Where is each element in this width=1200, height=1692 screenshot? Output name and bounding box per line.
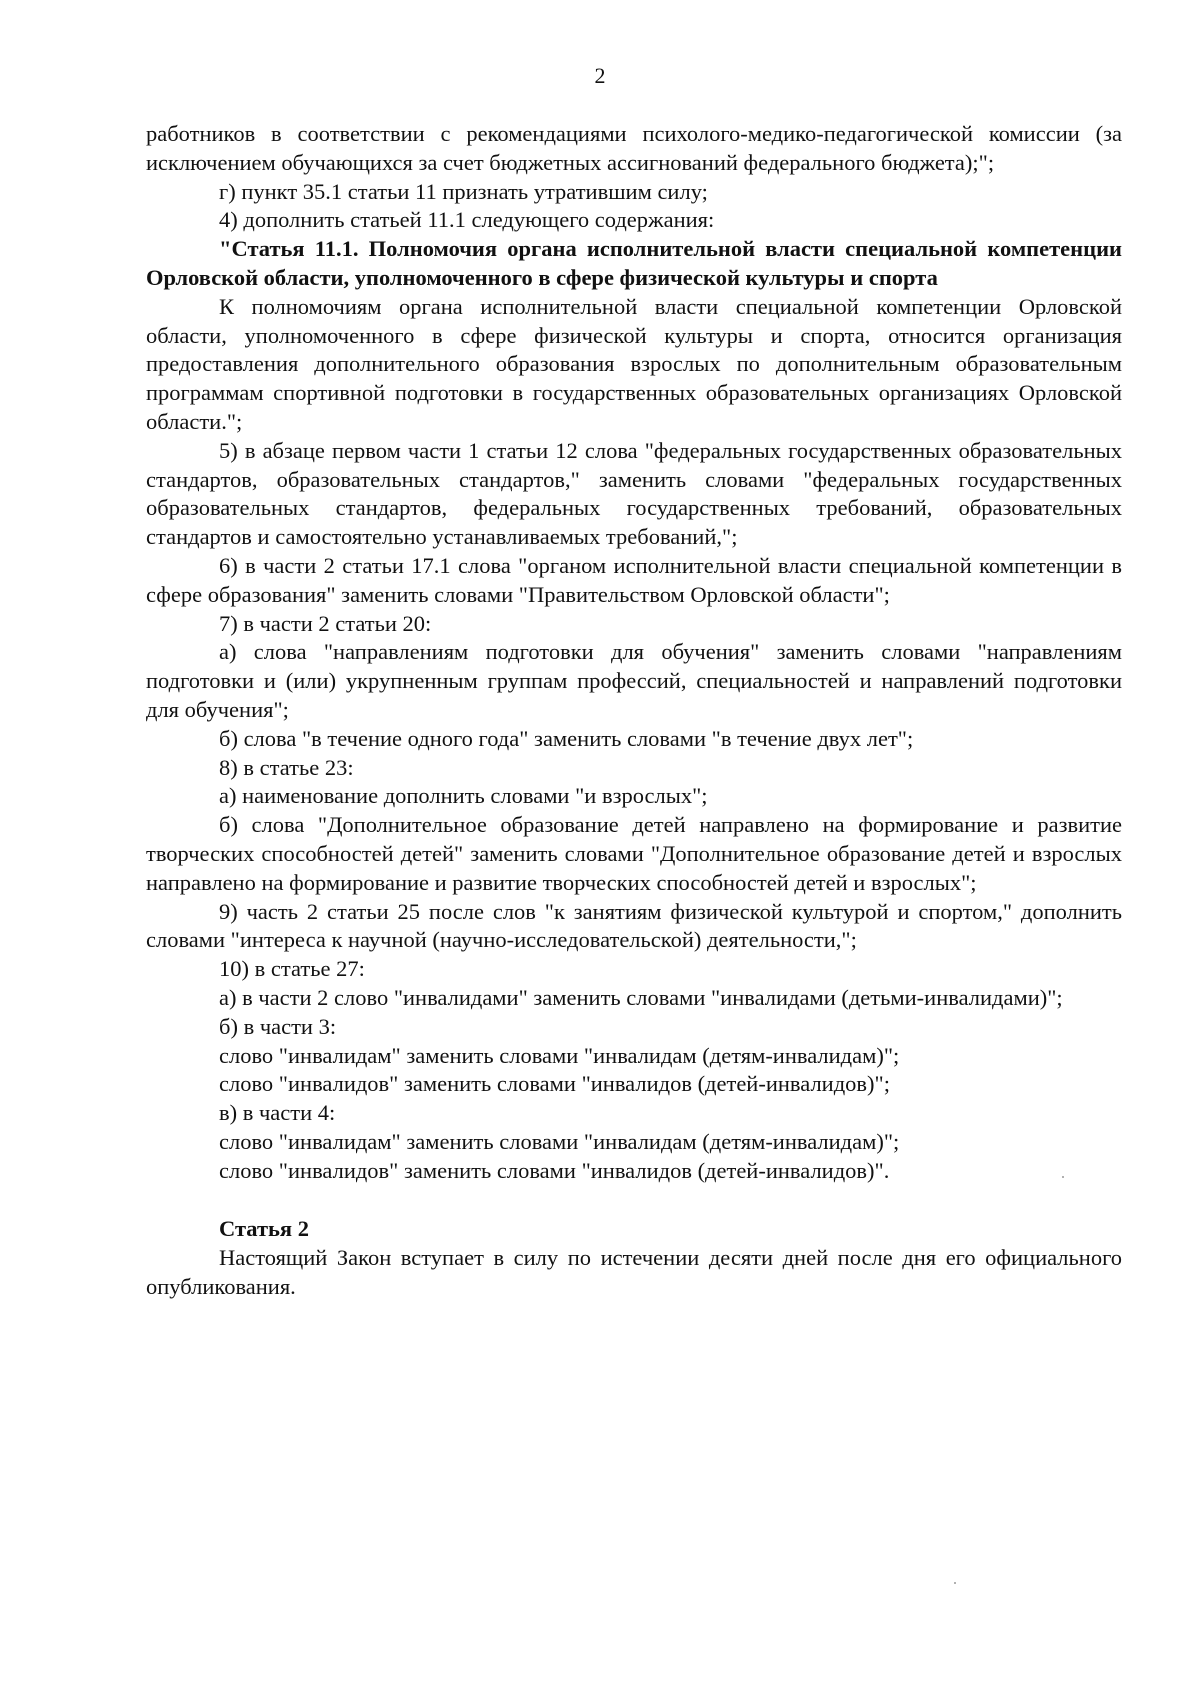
paragraph: 4) дополнить статьей 11.1 следующего содержания: [219, 207, 715, 233]
paragraph: работников в соответствии с рекомендациями психолого-медико-педагогической комиссии (за исключением обучающихся за счет бюджетных ассигнований федерального бюджета);"; [146, 121, 1122, 175]
paragraph: 7) в части 2 статьи 20: [219, 610, 432, 636]
paragraph: б) слова "в течение одного года" заменить словами "в течение двух лет"; [219, 725, 914, 751]
section-gap [146, 1185, 1122, 1215]
article-heading: Статья 2 [219, 1216, 309, 1242]
paragraph: слово "инвалидов" заменить словами "инвалидов (детей-инвалидов)"; [219, 1071, 890, 1097]
paragraph: г) пункт 35.1 статьи 11 признать утратившим силу; [219, 178, 708, 204]
document-body [146, 120, 1122, 1302]
paragraph: 10) в статье 27: [219, 956, 365, 982]
paragraph: в) в части 4: [219, 1100, 336, 1126]
paragraph: а) наименование дополнить словами "и взрослых"; [219, 783, 708, 809]
scan-speck [1062, 1176, 1064, 1178]
paragraph: слово "инвалидам" заменить словами "инвалидам (детям-инвалидам)"; [219, 1128, 900, 1154]
paragraph: б) слова "Дополнительное образование детей направлено на формирование и развитие творческих способностей детей" заменить словами "Дополнительное образование детей и взрослых направлено на формирование и развитие творческих способностей детей и взрослых"; [146, 812, 1122, 895]
paragraph: б) в части 3: [219, 1013, 337, 1039]
scan-speck [954, 1582, 956, 1584]
article-heading: "Статья 11.1. Полномочия органа исполнительной власти специальной компетенции Орловской области, уполномоченного в сфере физической культуры и спорта [146, 236, 1122, 290]
paragraph: 5) в абзаце первом части 1 статьи 12 слова "федеральных государственных образовательных стандартов, образовательных стандартов," заменить словами "федеральных государственных образовательных стандартов, федеральных государственных требований, образовательных стандартов и самостоятельно устанавливаемых требований,"; [146, 437, 1122, 550]
page-number: 2 [594, 63, 606, 88]
paragraph: а) в части 2 слово "инвалидами" заменить словами "инвалидами (детьми-инвалидами)"; [219, 984, 1063, 1010]
paragraph: 9) часть 2 статьи 25 после слов "к занятиям физической культурой и спортом," дополнить словами "интереса к научной (научно-исследовательской) деятельности,"; [146, 898, 1122, 953]
paragraph: слово "инвалидов" заменить словами "инвалидов (детей-инвалидов)". [219, 1157, 890, 1183]
paragraph: 8) в статье 23: [219, 754, 354, 780]
paragraph: 6) в части 2 статьи 17.1 слова "органом исполнительной власти специальной компетенции в сфере образования" заменить словами "Правительством Орловской области"; [146, 552, 1122, 607]
paragraph: слово "инвалидам" заменить словами "инвалидам (детям-инвалидам)"; [219, 1042, 900, 1068]
paragraph: Настоящий Закон вступает в силу по истечении десяти дней после дня его официального опубликования. [146, 1245, 1122, 1300]
paragraph: а) слова "направлениям подготовки для обучения" заменить словами "направлениям подготовки и (или) укрупненным группам профессий, специальностей и направлений подготовки для обучения"; [146, 639, 1122, 722]
paragraph: К полномочиям органа исполнительной власти специальной компетенции Орловской области, уполномоченного в сфере физической культуры и спорта, относится организация предоставления дополнительного образования взрослых по дополнительным образовательным программам спортивной подготовки в государственных образовательных организациях Орловской области."; [146, 293, 1122, 434]
